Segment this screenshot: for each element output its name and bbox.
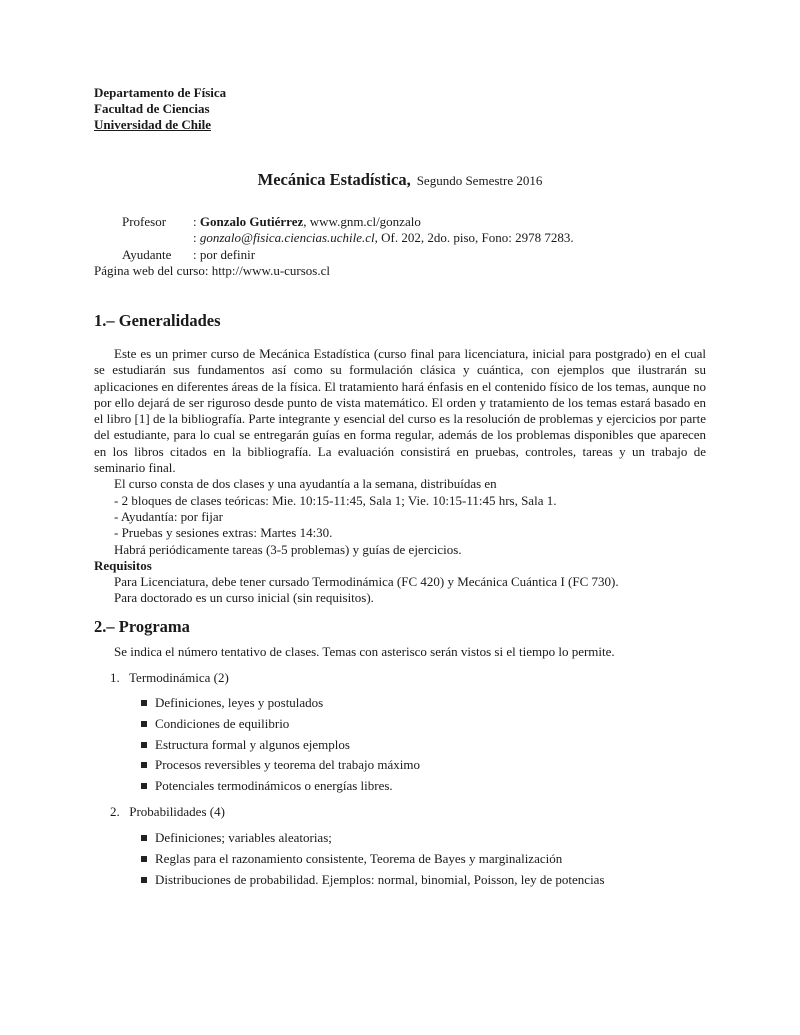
program-item (110, 670, 229, 686)
list-item: Potenciales termodinámicos o energías libres. (141, 778, 420, 799)
assistant-label: Ayudante (122, 246, 172, 262)
section-heading-generalidades: 1.– Generalidades (94, 311, 221, 330)
program-intro (94, 644, 706, 660)
list-item: Procesos reversibles y teorema del trabajo máximo (141, 757, 420, 778)
program-item-title: Termodinámica (2) (129, 670, 229, 685)
program-item (110, 804, 225, 820)
professor-contact-row (94, 230, 714, 246)
program-item-number: 2. (110, 804, 120, 819)
schedule-line: - 2 bloques de clases teóricas: Mie. 10:15-11:45, Sala 1; Vie. 10:15-11:45 hrs, Sala 1. (114, 492, 557, 508)
list-item: Reglas para el razonamiento consistente, Teorema de Bayes y marginalización (141, 851, 605, 872)
square-bullet-icon (141, 835, 147, 841)
section-body-generalidades (94, 346, 706, 607)
course-website-row (94, 263, 714, 279)
square-bullet-icon (141, 721, 147, 727)
section-heading-programa: 2.– Programa (94, 617, 190, 636)
program-item-number: 1. (110, 670, 120, 685)
faculty-line: Facultad de Ciencias (94, 101, 210, 116)
semester-label: Segundo Semestre 2016 (416, 173, 543, 188)
list-item: Estructura formal y algunos ejemplos (141, 737, 420, 758)
square-bullet-icon (141, 877, 147, 883)
square-bullet-icon (141, 783, 147, 789)
professor-value: : Gonzalo Gutiérrez, www.gnm.cl/gonzalo (193, 214, 421, 229)
square-bullet-icon (141, 856, 147, 862)
program-subitems (141, 695, 420, 799)
professor-name: Gonzalo Gutiérrez (199, 214, 304, 229)
list-item: Definiciones, leyes y postulados (141, 695, 420, 716)
professor-email: gonzalo@fisica.ciencias.uchile.cl (199, 230, 375, 246)
program-subitems (141, 830, 605, 892)
square-bullet-icon (141, 700, 147, 706)
course-name: Mecánica Estadística, (257, 170, 411, 189)
schedule-line: Habrá periódicamente tareas (3-5 problemas) y guías de ejercicios. (114, 541, 462, 557)
list-item: Definiciones; variables aleatorias; (141, 830, 605, 851)
square-bullet-icon (141, 762, 147, 768)
course-website: Página web del curso: http://www.u-cursos.cl (94, 262, 330, 278)
program-item-title: Probabilidades (4) (129, 804, 225, 819)
professor-contact: : gonzalo@fisica.ciencias.uchile.cl, Of. 202, 2do. piso, Fono: 2978 7283. (193, 230, 574, 246)
schedule-line: - Ayudantía: por fijar (114, 508, 223, 524)
requirement-line: Para Licenciatura, debe tener cursado Termodinámica (FC 420) y Mecánica Cuántica I (FC 730). (114, 574, 619, 590)
course-info (94, 214, 714, 279)
course-title (0, 172, 800, 189)
list-item: Distribuciones de probabilidad. Ejemplos: normal, binomial, Poisson, ley de potencias (141, 872, 605, 893)
professor-office: , Of. 202, 2do. piso, Fono: 2978 7283. (374, 230, 574, 246)
overview-paragraph: Este es un primer curso de Mecánica Estadística (curso final para licenciatura, inicial para postgrado) en el cual se estudiarán sus fundamentos así como su formulación clásica y cuántica, con ejemplos que ilustrarán su aplicaciones en diferentes áreas de la física. El tratamiento hará énfasis en el contenido físico de los temas, aunque no por ello dejará de ser riguroso desde punto de vista matemático. El orden y tratamiento de los temas estará basado en el libro [1] de la bibliografía. Parte integrante y esencial del curso es la resolución de problemas y ejercicios por parte del estudiante, para lo cual se entregarán guías en forma regular, además de los problemas disponibles que aparecen en los libros citados en la bibliografía. La evaluación consistirá en pruebas, controles, tareas y un trabajo de seminario final. (94, 346, 706, 476)
assistant-value: : por definir (193, 246, 256, 262)
requirements-heading: Requisitos (94, 557, 152, 573)
department-line: Departamento de Física (94, 85, 227, 100)
square-bullet-icon (141, 742, 147, 748)
schedule-line: - Pruebas y sesiones extras: Martes 14:30. (114, 525, 333, 541)
list-item: Condiciones de equilibrio (141, 716, 420, 737)
assistant-row (94, 247, 714, 263)
program-intro-text: Se indica el número tentativo de clases. Temas con asterisco serán vistos si el tiempo lo permite. (114, 644, 615, 659)
requirement-line: Para doctorado es un curso inicial (sin requisitos). (114, 590, 374, 606)
institution-header (94, 85, 226, 133)
university-line: Universidad de Chile (94, 117, 212, 132)
professor-label: Profesor (122, 214, 167, 229)
schedule-line: El curso consta de dos clases y una ayudantía a la semana, distribuídas en (114, 476, 497, 492)
professor-website: , www.gnm.cl/gonzalo (303, 214, 421, 229)
professor-row (94, 214, 714, 230)
